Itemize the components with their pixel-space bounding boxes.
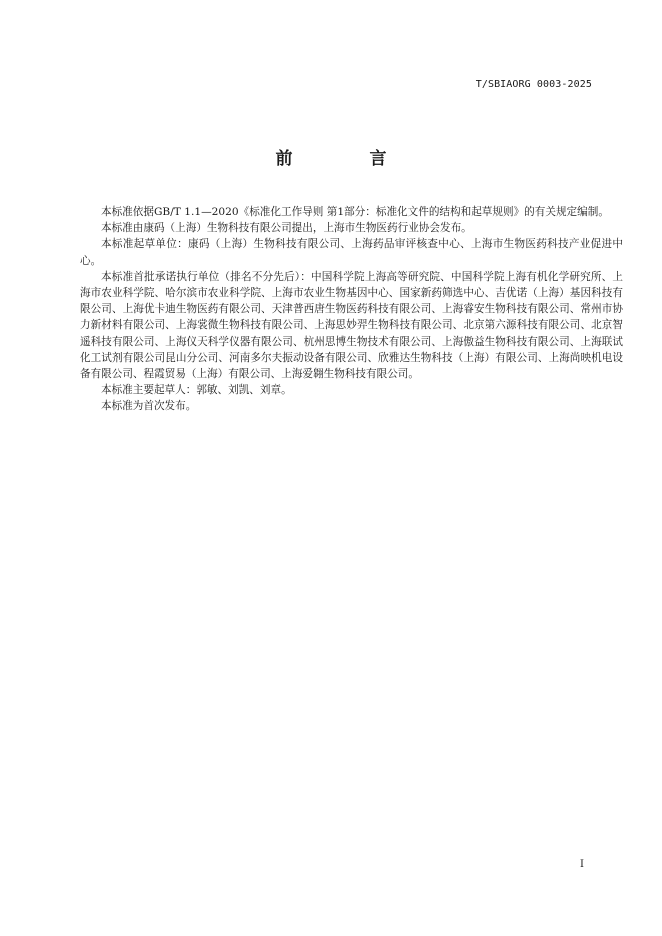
paragraph-proposer: 本标准由康码（上海）生物科技有限公司提出，上海市生物医药行业协会发布。 — [101, 222, 472, 235]
page-number: I — [580, 859, 584, 870]
paragraph-drafting-units: 本标准起草单位：康码（上海）生物科技有限公司、上海药品审评核查中心、上海市生物医药科技产业促进中心。 — [80, 238, 623, 267]
paragraph-basis: 本标准依据GB/T 1.1—2020《标准化工作导则 第1部分：标准化文件的结构和起草规则》的有关规定编制。 — [101, 206, 609, 218]
paragraph-implementing-units: 本标准首批承诺执行单位（排名不分先后）：中国科学院上海高等研究院、中国科学院上海有机化学研究所、上海市农业科学院、哈尔滨市农业科学院、上海市农业生物基因中心、国家新药筛选中心、吉优诺（上海）基因科技有限公司、上海优卡迪生物医药有限公司、天津普西唐生物医药科技有限公司、上海睿安生物科技有限公司、常州市协力新材料有限公司、上海裳微生物科技有限公司、上海思妙羿生物科技有限公司、北京第六源科技有限公司、北京智遥科技有限公司、上海仪天科学仪器有限公司、杭州思博生物技术有限公司、上海傲益生物科技有限公司、上海联试化工试剂有限公司昆山分公司、河南多尔夫振动设备有限公司、欣雅达生物科技（上海）有限公司、上海尚映机电设备有限公司、程霞贸易（上海）有限公司、上海爱翱生物科技有限公司。 — [80, 270, 623, 381]
paragraph-first-release: 本标准为首次发布。 — [101, 400, 197, 413]
standard-code: T/SBIAORG 0003-2025 — [475, 79, 592, 90]
paragraph-drafters: 本标准主要起草人：郭敏、刘凯、刘章。 — [101, 384, 292, 397]
foreword-body — [80, 204, 623, 415]
page-title: 前 言 — [275, 149, 417, 169]
